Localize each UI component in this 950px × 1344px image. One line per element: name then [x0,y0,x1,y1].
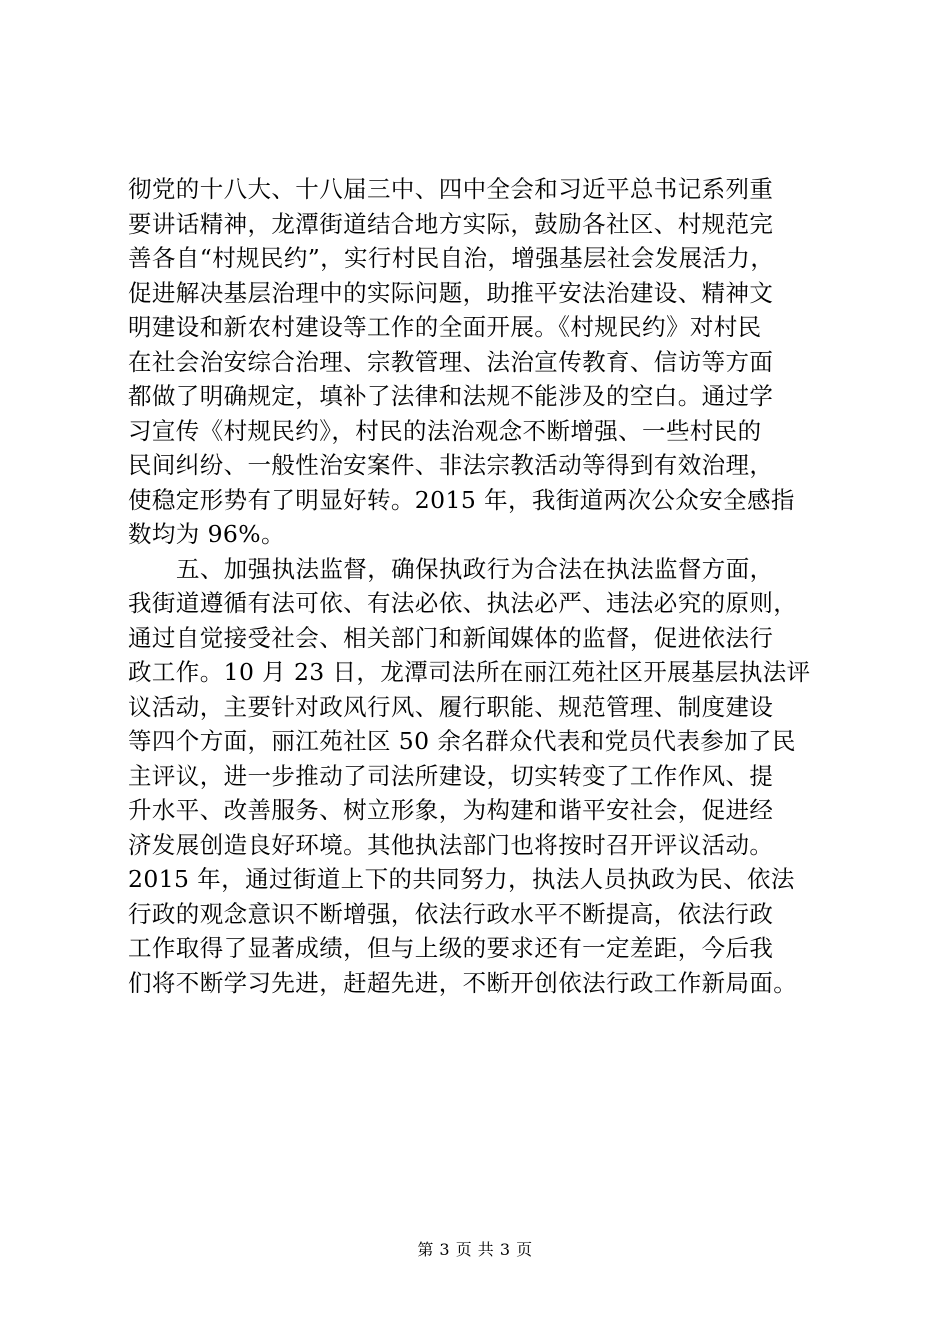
text-line: 升水平、改善服务、树立形象，为构建和谐平安社会，促进经 [128,796,774,824]
text-line: 行政的观念意识不断增强，依法行政水平不断提高，依法行政 [128,899,774,928]
text-line: 彻党的十八大、十八届三中、四中全会和习近平总书记系列重 [128,175,774,203]
text-line: 主评议，进一步推动了司法所建设，切实转变了工作作风、提 [128,761,774,790]
text-line: 工作取得了显著成绩，但与上级的要求还有一定差距，今后我 [128,934,774,962]
text-line: 善各自“村规民约”，实行村民自治，增强基层社会发展活力， [128,244,775,272]
text-line: 政工作。10 月 23 日，龙潭司法所在丽江苑社区开展基层执法评 [128,658,811,686]
text-line: 2015 年，通过街道上下的共同努力，执法人员执政为民、依法 [128,865,795,893]
text-line: 明建设和新农村建设等工作的全面开展。《村规民约》对村民 [128,313,762,341]
page-footer: 第 3 页 共 3 页 [417,1240,533,1259]
text-line: 要讲话精神，龙潭街道结合地方实际，鼓励各社区、村规范完 [128,209,774,238]
text-line: 通过自觉接受社会、相关部门和新闻媒体的监督，促进依法行 [128,623,774,652]
text-line: 数均为 96%。 [128,520,285,548]
text-line: 促进解决基层治理中的实际问题，助推平安法治建设、精神文 [128,278,774,307]
text-line: 我街道遵循有法可依、有法必依、执法必严、违法必究的原则， [128,589,798,617]
text-line: 在社会治安综合治理、宗教管理、法治宣传教育、信访等方面 [128,347,774,376]
body-text [128,172,828,1000]
text-line: 等四个方面，丽江苑社区 50 余名群众代表和党员代表参加了民 [128,727,796,755]
text-line: 济发展创造良好环境。其他执法部门也将按时召开评议活动。 [128,830,774,859]
text-line: 都做了明确规定，填补了法律和法规不能涉及的空白。通过学 [128,382,774,410]
text-line: 习宣传《村规民约》，村民的法治观念不断增强、一些村民的 [128,416,762,445]
text-line: 民间纠纷、一般性治安案件、非法宗教活动等得到有效治理， [128,451,774,479]
paragraph-start-line: 五、加强执法监督，确保执政行为合法在执法监督方面， [176,554,774,583]
text-line: 使稳定形势有了明显好转。2015 年，我街道两次公众安全感指 [128,485,795,514]
text-line: 议活动，主要针对政风行风、履行职能、规范管理、制度建设 [128,692,774,721]
text-line: 们将不断学习先进，赶超先进，不断开创依法行政工作新局面。 [128,968,798,997]
